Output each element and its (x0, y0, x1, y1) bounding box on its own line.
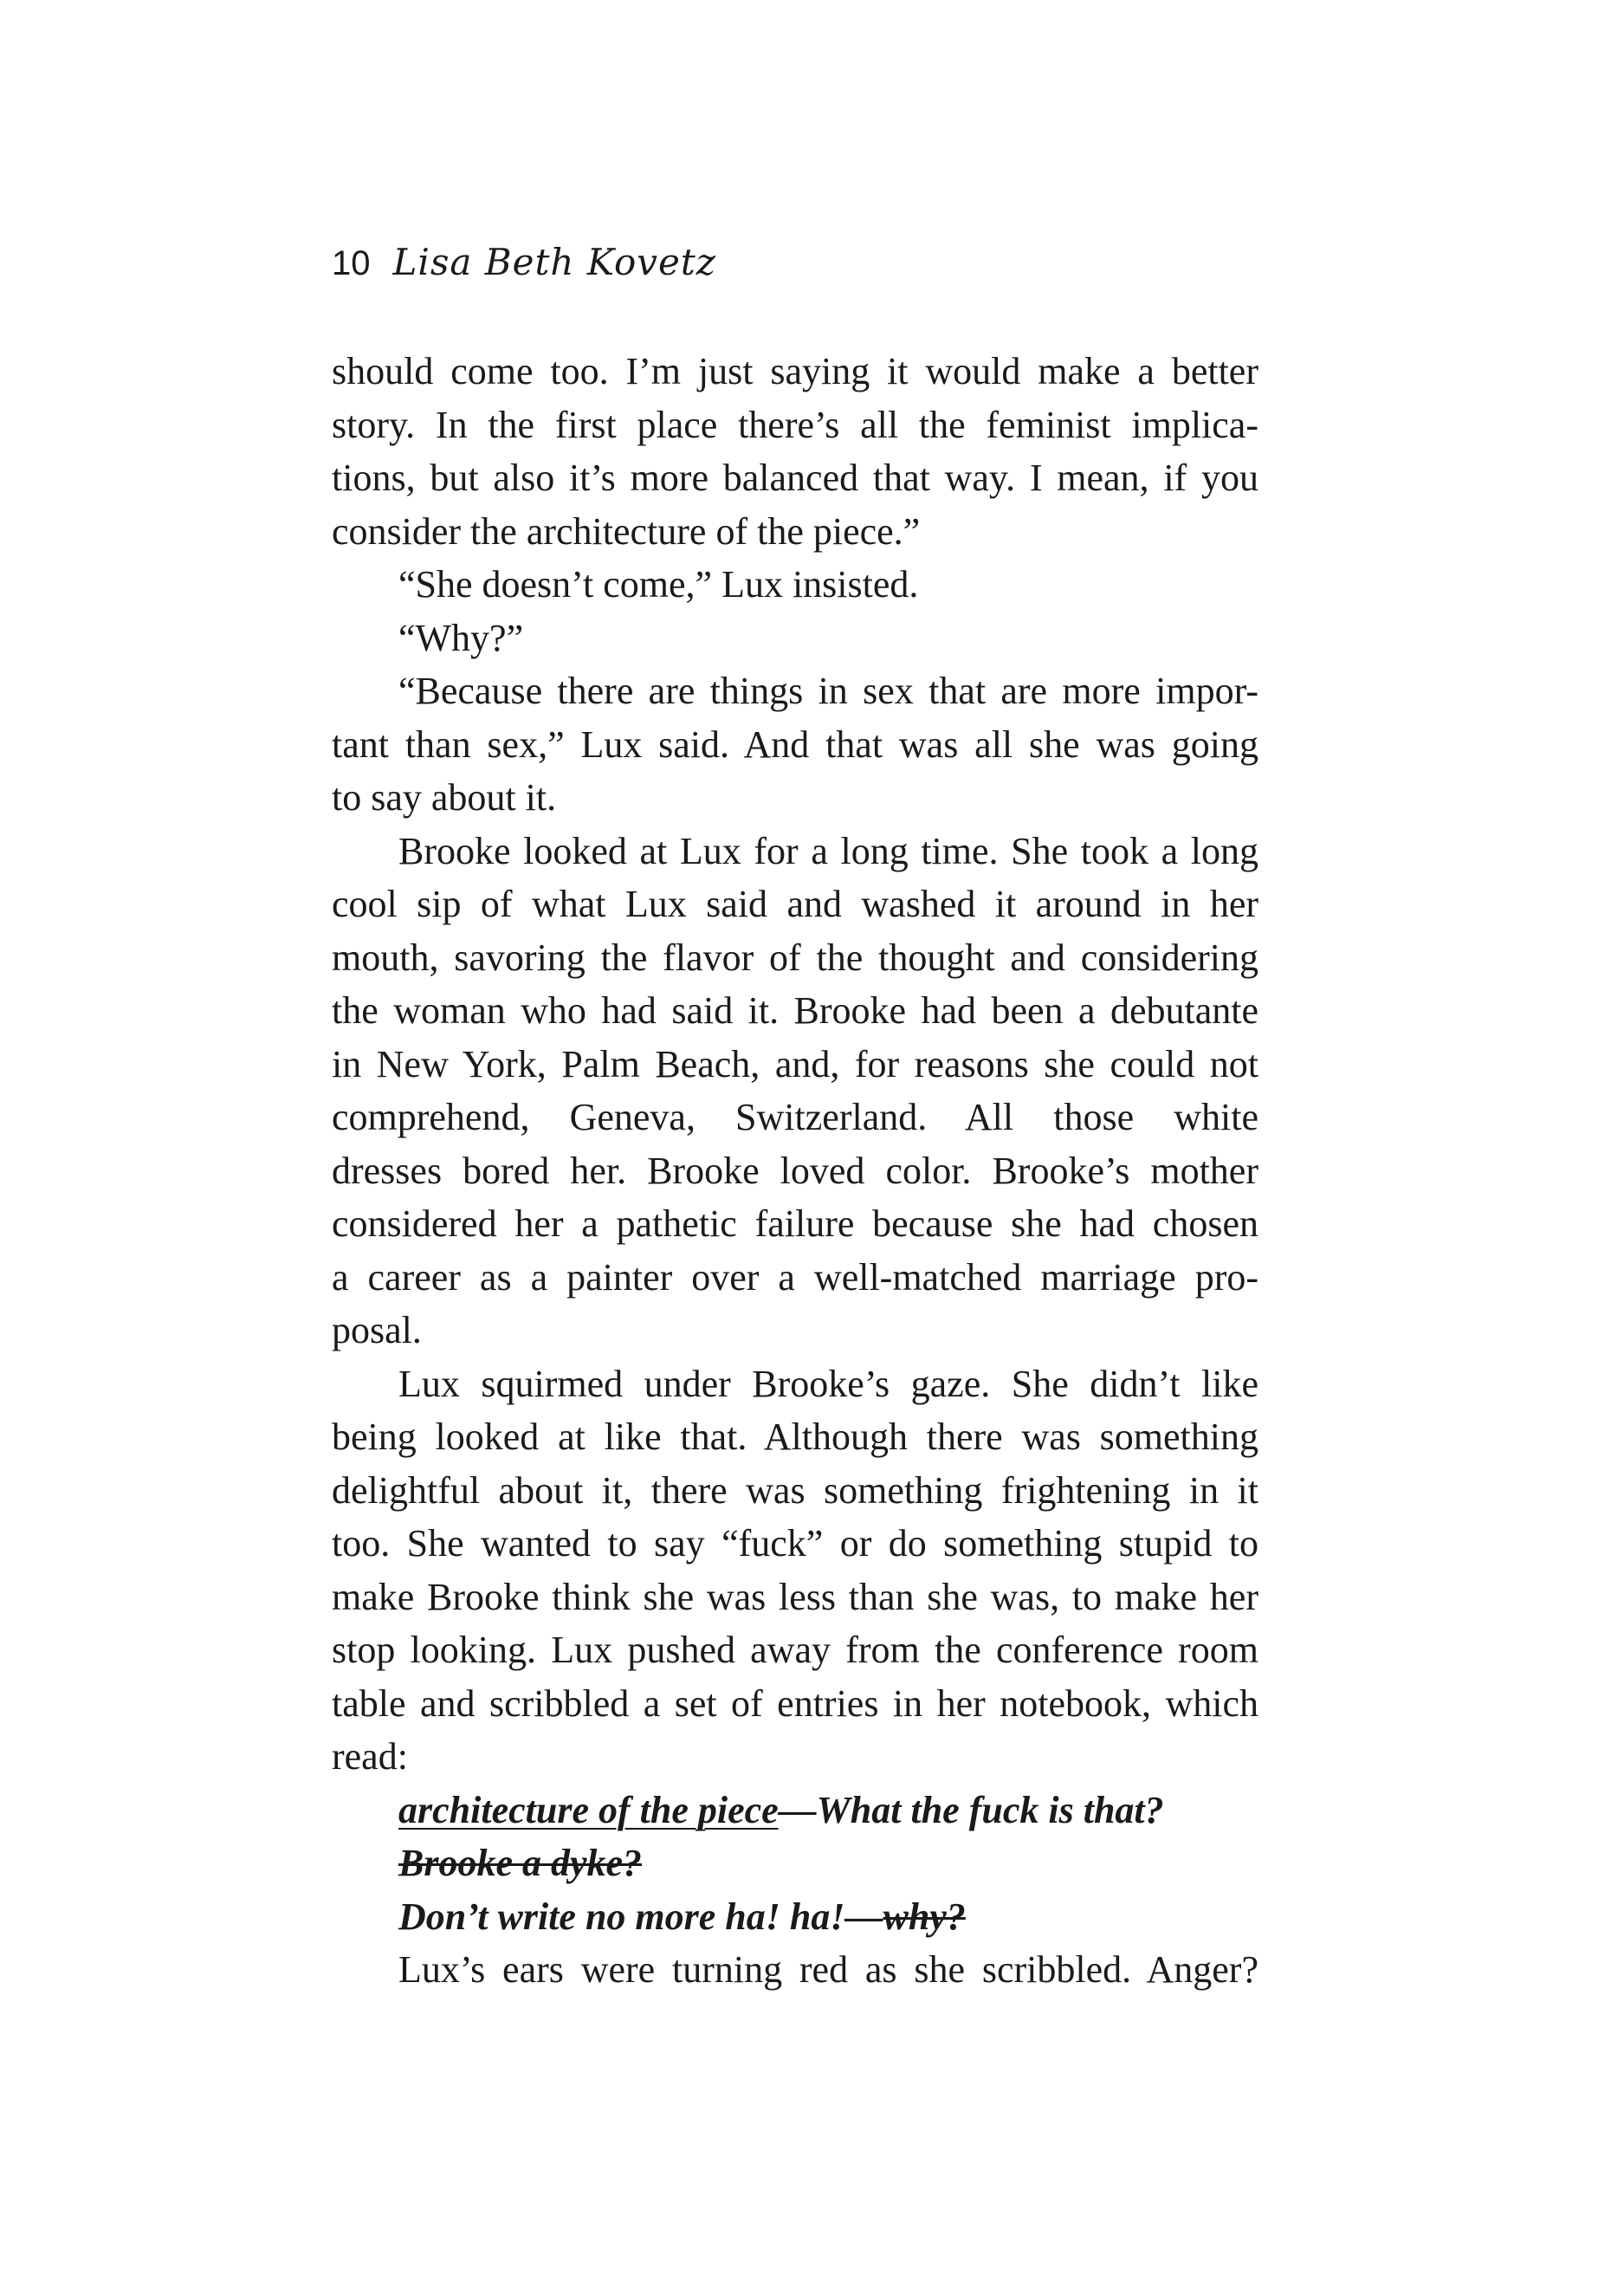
text-line: read: (332, 1735, 408, 1778)
text-line: the woman who had said it. Brooke had been a debutante (332, 989, 1258, 1032)
text-line: Lux’s ears were turning red as she scribbled. Anger? (398, 1948, 1258, 1991)
text-line: considered her a pathetic failure because she had chosen (332, 1202, 1258, 1245)
text-line: Brooke looked at Lux for a long time. She took a long (398, 829, 1258, 872)
text-line: delightful about it, there was something frightening in it (332, 1468, 1258, 1512)
text-line: tions, but also it’s more balanced that way. I mean, if you (332, 457, 1258, 499)
text-line: story. In the first place there’s all the feminist implica- (332, 403, 1258, 446)
notebook-entry-1 (332, 1784, 1258, 1837)
text-line: stop looking. Lux pushed away from the conference room (332, 1629, 1258, 1671)
author-name: Lisa Beth Kovetz (392, 241, 716, 283)
text-line: dresses bored her. Brooke loved color. Brooke’s mother (332, 1149, 1258, 1192)
notebook-entry-1-rest: —What the fuck is that? (778, 1788, 1164, 1831)
running-head (332, 241, 716, 293)
text-line: to say about it. (332, 776, 557, 819)
notebook-entry-3-main: Don’t write no more ha! ha!— (398, 1895, 883, 1938)
text-line: should come too. I’m just saying it would make a better (332, 350, 1258, 392)
text-line: “Because there are things in sex that are more impor- (398, 670, 1258, 712)
notebook-entry-3-struck: why? (883, 1895, 966, 1938)
notebook-entry-3 (332, 1890, 1258, 1944)
text-line: being looked at like that. Although there was something (332, 1416, 1258, 1458)
text-line: in New York, Palm Beach, and, for reasons she could not (332, 1042, 1258, 1085)
text-line: make Brooke think she was less than she was, to make her (332, 1575, 1258, 1618)
text-line: “Why?” (398, 616, 524, 659)
text-line: comprehend, Geneva, Switzerland. All those white (332, 1096, 1258, 1138)
text-line: too. She wanted to say “fuck” or do something stupid to (332, 1522, 1258, 1565)
text-line: mouth, savoring the flavor of the thought and considering (332, 936, 1258, 979)
notebook-entry-2-struck: Brooke a dyke? (398, 1842, 643, 1884)
notebook-entry-2 (332, 1837, 1258, 1890)
text-line: table and scribbled a set of entries in her notebook, which (332, 1681, 1258, 1725)
text-line: a career as a painter over a well-matched marriage pro- (332, 1255, 1258, 1299)
text-line: “She doesn’t come,” Lux insisted. (398, 563, 919, 606)
page-number: 10 (332, 244, 371, 282)
text-line: posal. (332, 1309, 422, 1351)
text-line: consider the architecture of the piece.” (332, 509, 921, 553)
text-line: Lux squirmed under Brooke’s gaze. She didn’t like (398, 1362, 1258, 1405)
text-line: cool sip of what Lux said and washed it around in her (332, 883, 1258, 925)
body-text (332, 345, 1258, 1997)
text-line: tant than sex,” Lux said. And that was all she was going (332, 722, 1258, 766)
notebook-entry-1-underlined: architecture of the piece (398, 1788, 779, 1831)
